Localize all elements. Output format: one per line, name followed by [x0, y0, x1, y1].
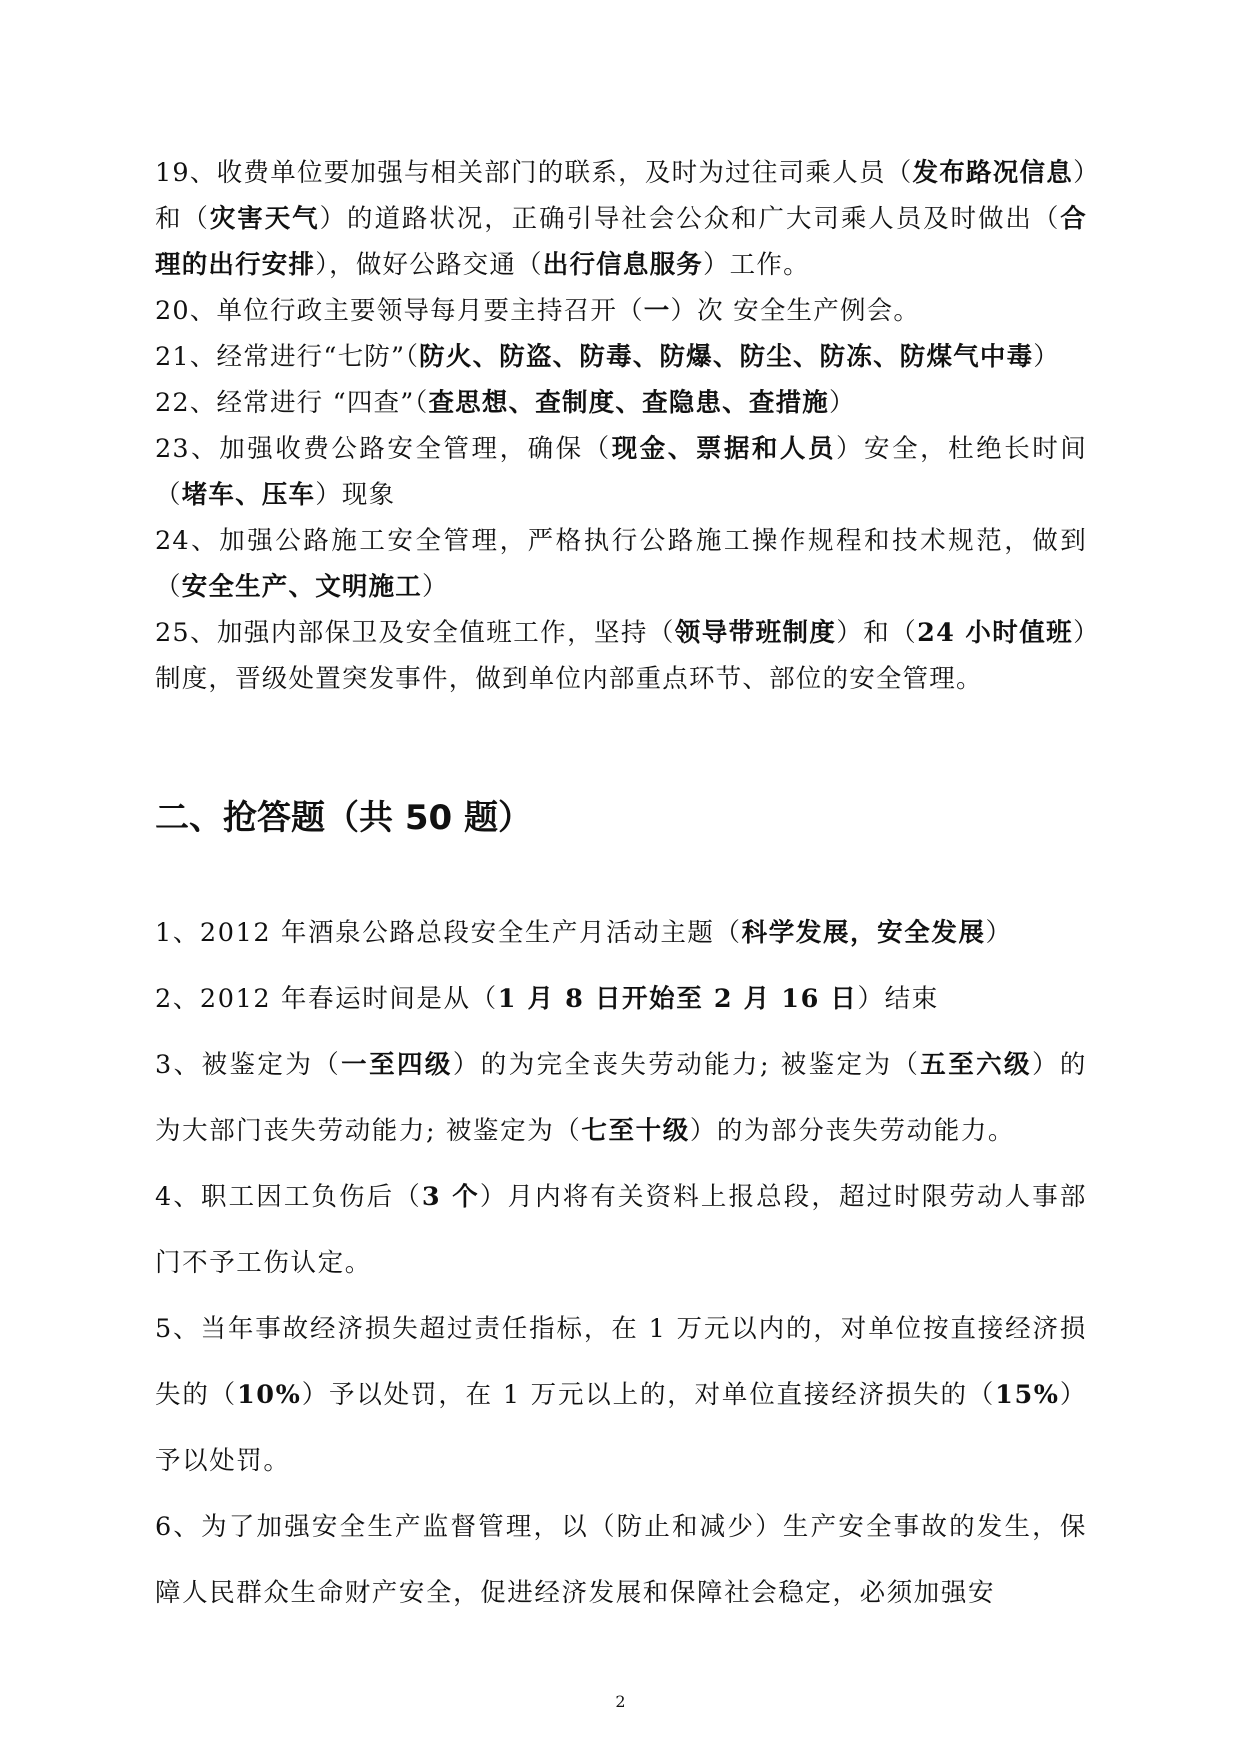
question-text: 21、经常进行“七防”（	[155, 342, 420, 372]
quiz-item	[155, 1164, 1087, 1296]
answer-text: 领导带班制度	[674, 618, 837, 648]
question-text: ）和（	[836, 618, 918, 648]
quiz-item	[155, 1494, 1087, 1626]
answer-text: 15%	[995, 1380, 1060, 1410]
question-text: ）予以处罚。	[155, 1380, 1087, 1476]
question-text: 19、收费单位要加强与相关部门的联系，及时为过往司乘人员（	[155, 158, 913, 188]
fill-blank-item	[155, 426, 1087, 518]
question-text: ）制度，晋级处置突发事件，做到单位内部重点环节、部位的安全管理。	[155, 618, 1088, 694]
question-text: 20、单位行政主要领导每月要主持召开（	[155, 296, 644, 326]
fill-blank-item	[155, 150, 1087, 288]
question-text: ）	[422, 572, 449, 602]
question-text: ）	[1033, 342, 1060, 372]
question-text: ）的道路状况，正确引导社会公众和广大司乘人员及时做出（	[319, 204, 1061, 234]
question-text: 6、为了加强安全生产监督管理，以（防止和减少）生产安全事故的发生，保障人民群众生命财产安全，促进经济发展和保障社会稳定，必须加强安	[155, 1512, 1087, 1608]
question-text: ）的为完全丧失劳动能力; 被鉴定为（	[452, 1050, 921, 1080]
answer-text: 防火、防盗、防毒、防爆、防尘、防冻、防煤气中毒	[419, 342, 1034, 372]
page-number: 2	[615, 1692, 626, 1711]
fill-blank-item	[155, 380, 1087, 426]
question-text: ）次 安全生产例会。	[670, 296, 921, 326]
quiz-item	[155, 1032, 1087, 1164]
question-text: 23、加强收费公路安全管理，确保（	[155, 434, 612, 464]
answer-text: 发布路况信息	[912, 158, 1074, 188]
fill-blank-item	[155, 288, 1087, 334]
fill-blank-item	[155, 334, 1087, 380]
answer-text: 堵车、压车	[181, 480, 316, 510]
section-heading: 二、抢答题（共 50 题）	[155, 798, 532, 838]
question-text: ）的为大部门丧失劳动能力; 被鉴定为（	[155, 1050, 1088, 1146]
answer-text: 灾害天气	[209, 204, 320, 234]
question-text: ）月内将有关资料上报总段，超过时限劳动人事部门不予工伤认定。	[155, 1182, 1087, 1278]
quiz-item	[155, 966, 1087, 1032]
answer-text: 一	[643, 296, 671, 326]
section-one	[155, 150, 1087, 702]
quiz-item	[155, 900, 1087, 966]
answer-text: 24 小时值班	[917, 618, 1074, 648]
question-text: ）现象	[315, 480, 396, 510]
answer-text: 安全生产、文明施工	[181, 572, 423, 602]
quiz-item	[155, 1296, 1087, 1494]
answer-text: 1 月 8 日开始至 2 月 16 日	[497, 984, 858, 1014]
fill-blank-item	[155, 610, 1087, 702]
answer-text: 现金、票据和人员	[611, 434, 836, 464]
question-text: 3、被鉴定为（	[155, 1050, 342, 1080]
answer-text: 科学发展，安全发展	[741, 918, 986, 948]
answer-text: 查思想、查制度、查隐患、查措施	[428, 388, 829, 418]
question-text: 1、2012 年酒泉公路总段安全生产月活动主题（	[155, 918, 742, 948]
answer-text: 10%	[236, 1380, 302, 1410]
fill-blank-item	[155, 518, 1087, 610]
question-text: 22、经常进行 “四查”（	[155, 388, 429, 418]
answer-text: 一至四级	[341, 1050, 453, 1080]
question-text: ）的为部分丧失劳动能力。	[689, 1116, 1016, 1146]
question-text: ）予以处罚，在 1 万元以上的，对单位直接经济损失的（	[301, 1380, 996, 1410]
answer-text: 3 个	[421, 1182, 480, 1212]
question-text: 24、加强公路施工安全管理，严格执行公路施工操作规程和技术规范，做到（	[155, 526, 1087, 602]
question-text: ）	[985, 918, 1013, 948]
question-text: 5、当年事故经济损失超过责任指标，在 1 万元以内的，对单位按直接经济损失的（	[155, 1314, 1087, 1410]
question-text: ），做好公路交通（	[315, 250, 543, 280]
question-text: 4、职工因工负伤后（	[155, 1182, 422, 1212]
question-text: ）和（	[155, 158, 1088, 234]
question-text: ）	[829, 388, 856, 418]
question-text: ）工作。	[702, 250, 810, 280]
answer-text: 五至六级	[920, 1050, 1032, 1080]
answer-text: 七至十级	[581, 1116, 690, 1146]
question-text: 25、加强内部保卫及安全值班工作，坚持（	[155, 618, 675, 648]
question-text: 2、2012 年春运时间是从（	[155, 984, 498, 1014]
answer-text: 出行信息服务	[542, 250, 703, 280]
section-two	[155, 900, 1087, 1626]
question-text: ）安全，杜绝长时间（	[155, 434, 1087, 510]
answer-text: 合理的出行安排	[155, 204, 1087, 280]
question-text: ）结束	[857, 984, 939, 1014]
